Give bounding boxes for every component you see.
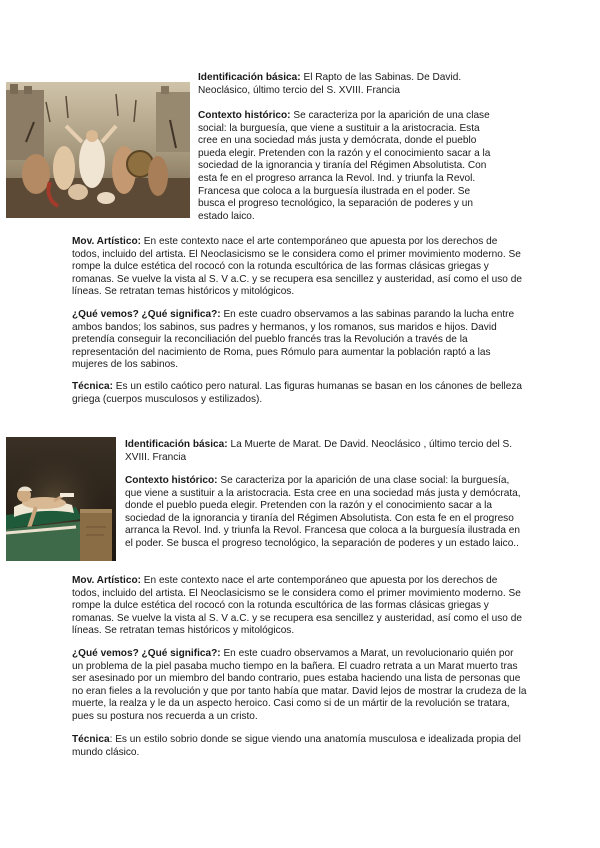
identificacion-text: El Rapto de las Sabinas. De David. Neoclásico, último tercio del S. XVIII. Francia [198, 72, 462, 96]
contexto-text: Se caracteriza por la aparición de una clase social: la burguesía, que viene a sustituir a la aristocracia. Esta cree en una sociedad más justa y demócrata, donde el pueblo pueda elegir. Pretenden con la razón y el conocimiento sacar a la sociedad de la ignorancia y tiranía del Régimen Absolutista. Con esta fe en el progreso arranca la Revol. Ind. y triunfa la Revol. Francesa que coloca a la burguesía ilustrada en el poder. Se busca el progreso tecnológico, la separación de poderes y un estado laico. [198, 110, 491, 222]
sabinas-identificacion [198, 72, 496, 97]
marat-identificacion [125, 439, 525, 464]
marat-tecnica [72, 734, 527, 759]
contexto-label: Contexto histórico: [125, 475, 218, 486]
movimiento-label: Mov. Artístico: [72, 236, 141, 247]
tecnica-label: Técnica [72, 734, 110, 745]
sabinas-movimiento [72, 236, 527, 299]
identificacion-label: Identificación básica: [198, 72, 301, 83]
sabinas-que-vemos [72, 309, 527, 372]
tecnica-text: : Es un estilo sobrio donde se sigue viendo una anatomía musculosa e idealizada propia del mundo clásico. [72, 734, 521, 758]
que-vemos-text: En este cuadro observamos a las sabinas parando la lucha entre ambos bandos; los sabinos, sus padres y hermanos, y los romanos, sus maridos e hijos. David pretendía conseguir la reconciliación del pueblo francés tras la Revolución a través de la representación del nacimiento de Roma, pues Rómulo para aumentar la población raptó a las mujeres de los sabinos. [72, 309, 515, 371]
movimiento-label: Mov. Artístico: [72, 575, 141, 586]
tecnica-label: Técnica: [72, 381, 113, 392]
marat-contexto [125, 475, 525, 551]
marat-painting [6, 437, 116, 561]
movimiento-text: En este contexto nace el arte contemporáneo que apuesta por los derechos de todos, incluido del artista. El Neoclasicismo se le considera como el primer movimiento moderno. Se rompe la dulce estética del rococó con la rotunda escultórica de las formas clásicas griegas y romanas. Se vuelve la vista al S. V a.C. y se recupera esa sencillez y austeridad, así como el uso de líneas. Se retratan temas históricos y mitológicos. [72, 575, 522, 637]
sabinas-tecnica [72, 381, 527, 406]
identificacion-text: La Muerte de Marat. De David. Neoclásico , último tercio del S. XVIII. Francia [125, 439, 513, 463]
identificacion-label: Identificación básica: [125, 439, 228, 450]
contexto-text: Se caracteriza por la aparición de una clase social: la burguesía, que viene a sustituir a la aristocracia. Esta cree en una sociedad más justa y demócrata, donde el pueblo pueda elegir. Pretenden con la razón y el conocimiento sacar a la sociedad de la ignorancia y tiranía del Régimen Absolutista. Con esta fe en el progreso arranca la Revol. Ind. y triunfa la Revol. Francesa que coloca a la burguesía ilustrada en el poder. Se busca el progreso tecnológico, la separación de poderes y un estado laico.. [125, 475, 521, 549]
que-vemos-label: ¿Qué vemos? ¿Qué significa?: [72, 309, 221, 320]
marat-movimiento [72, 575, 527, 638]
sabinas-painting [6, 82, 190, 218]
marat-que-vemos [72, 648, 527, 724]
que-vemos-label: ¿Qué vemos? ¿Qué significa?: [72, 648, 221, 659]
movimiento-text: En este contexto nace el arte contemporáneo que apuesta por los derechos de todos, incluido del artista. El Neoclasicismo se le considera como el primer movimiento moderno. Se rompe la dulce estética del rococó con la rotunda escultórica de las formas clásicas griegas y romanas. Se vuelve la vista al S. V a.C. y se recupera esa sencillez y austeridad, así como el uso de líneas. Se retratan temas históricos y mitológicos. [72, 236, 522, 298]
tecnica-text: Es un estilo caótico pero natural. Las figuras humanas se basan en los cánones de belleza griega (cuerpos musculosos y estilizados). [72, 381, 523, 405]
que-vemos-text: En este cuadro observamos a Marat, un revolucionario quién por un problema de la piel pasaba mucho tiempo en la bañera. El cuadro retrata a un Marat muerto tras ser asesinado por un miembro del bando contrario, pues estaba haciendo una lista de personas que no eran fieles a la revolución y que por tanto había que matar. David lejos de mostrar la crudeza de la muerte, la realza y le da un aspecto heroico. Casi como si de un mártir de la revolución se tratara, pues su postura nos recuerda a un cristo. [72, 648, 527, 722]
sabinas-contexto [198, 110, 496, 223]
contexto-label: Contexto histórico: [198, 110, 291, 121]
